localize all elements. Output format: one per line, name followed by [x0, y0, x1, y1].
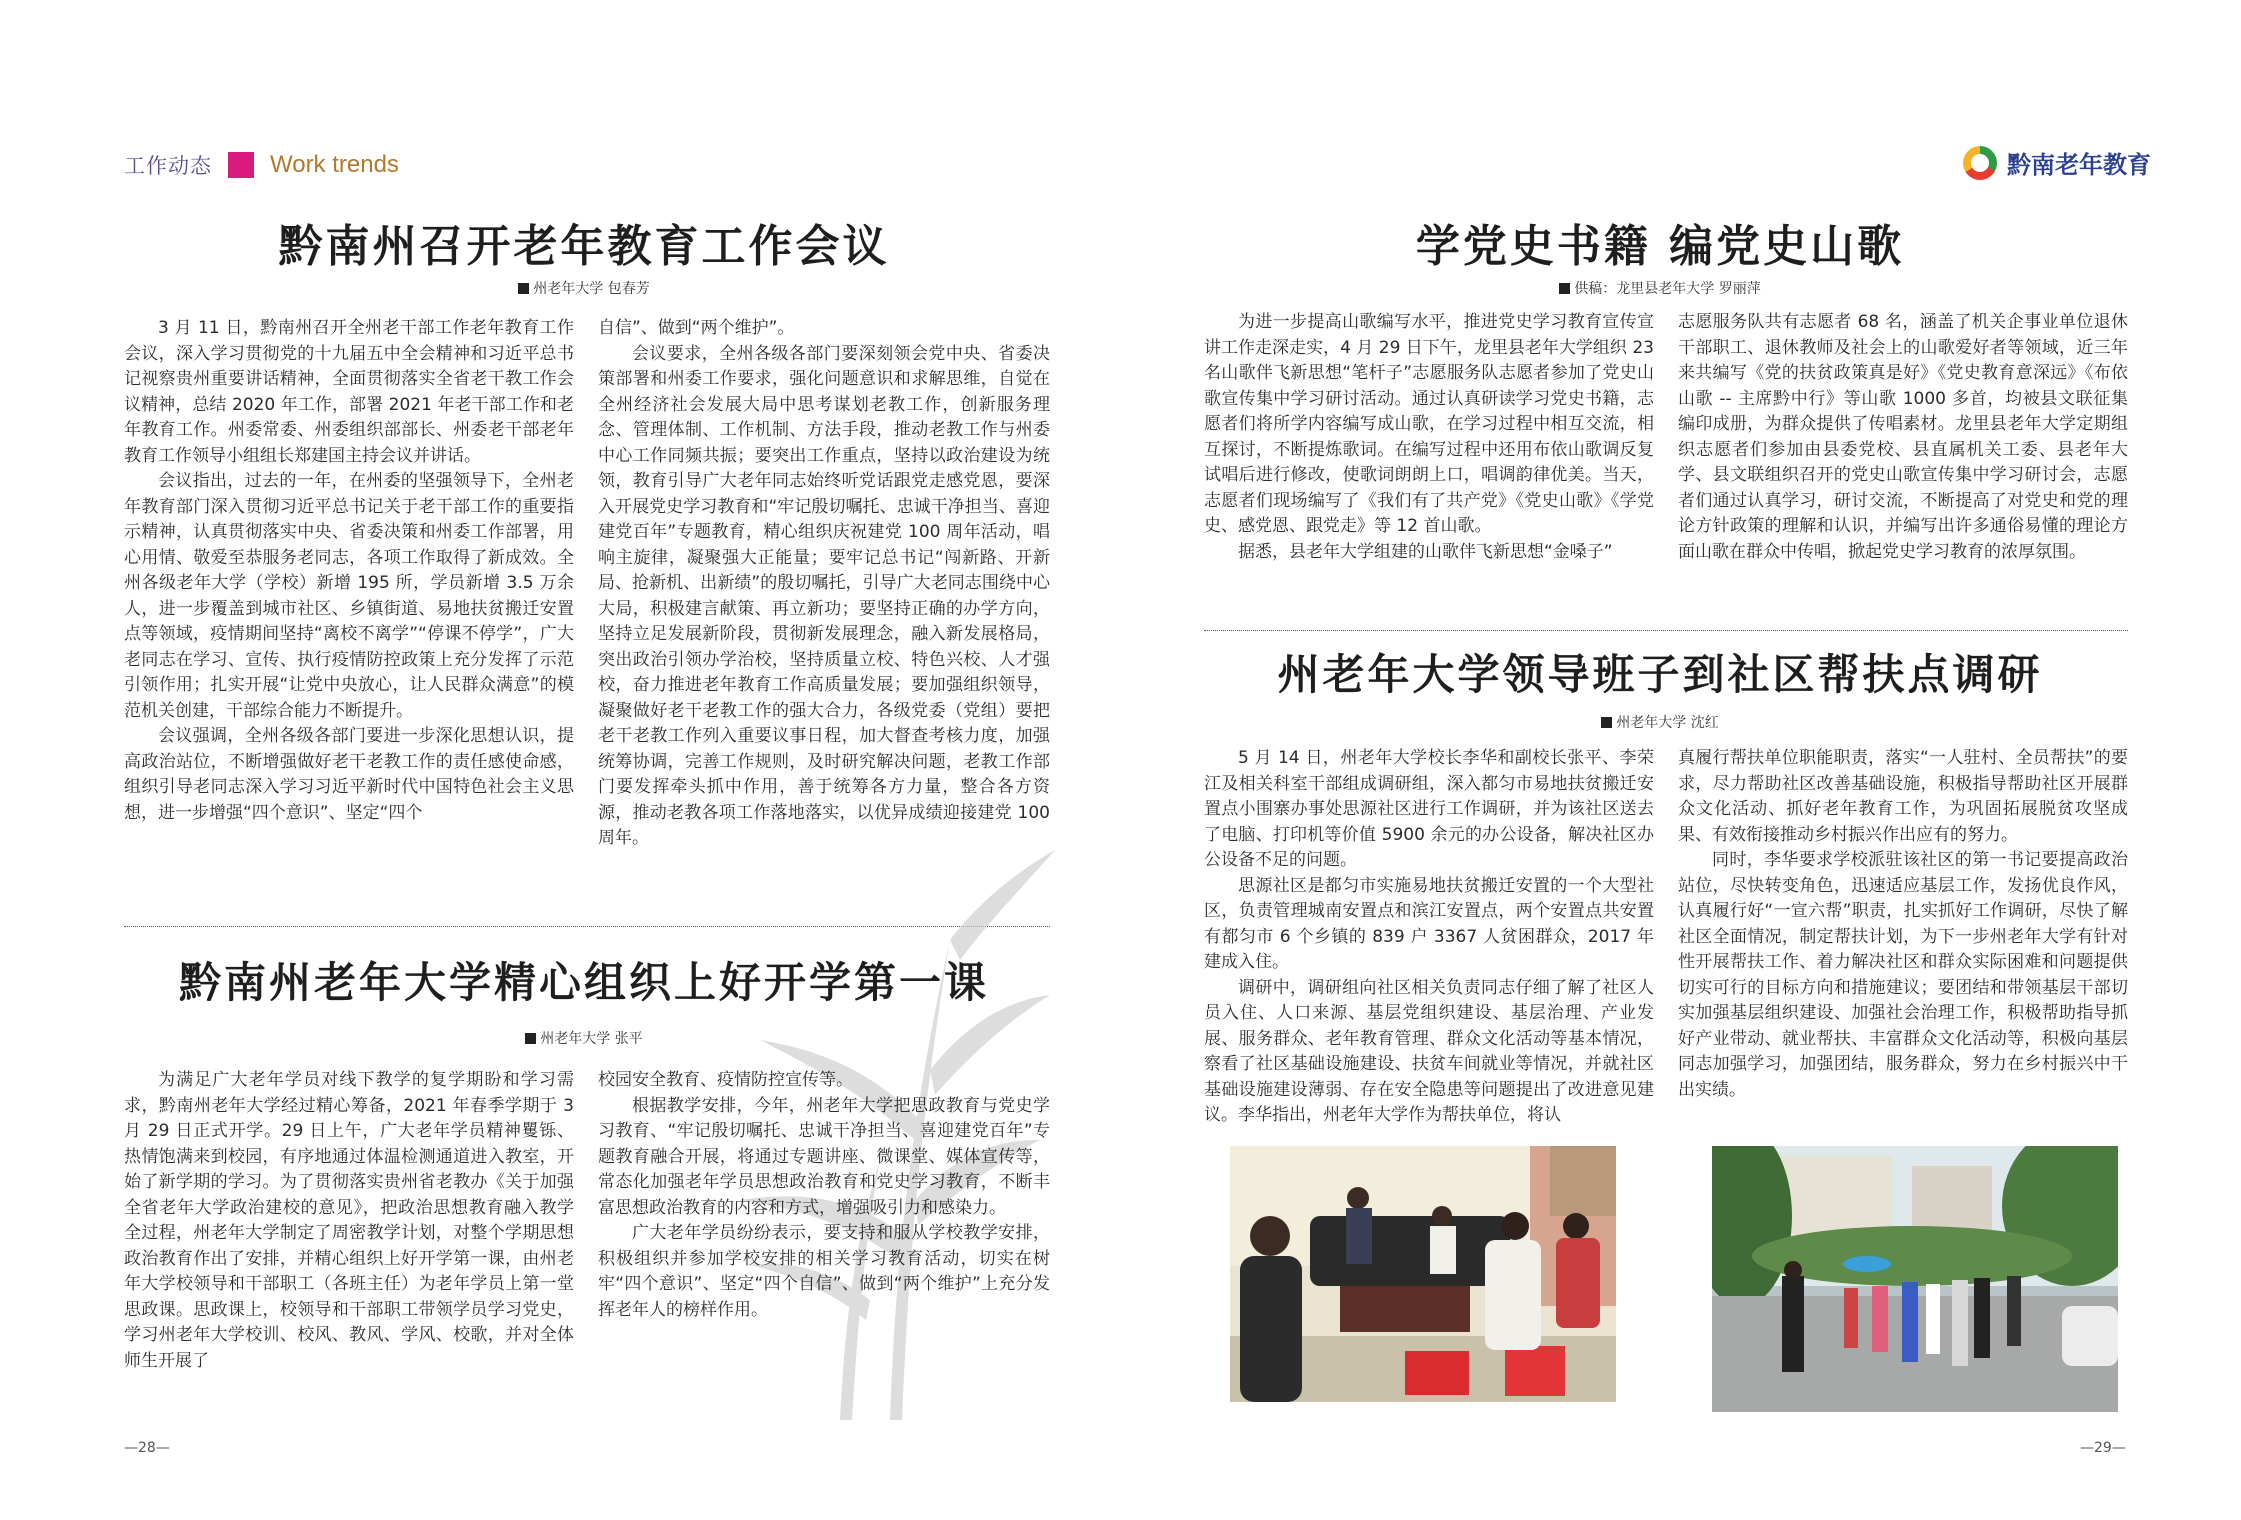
paragraph: 校园安全教育、疫情防控宣传等。 — [598, 1070, 853, 1090]
article-title: 学党史书籍 编党史山歌 — [1415, 221, 1905, 272]
paragraph: 会议指出，过去的一年，在州委的坚强领导下，全州老年教育部门深入贯彻习近平总书记关于老干部工作的重要指示精神，认真贯彻落实中央、省委决策和州委工作部署，用心用情、敬爱至恭服务老同志，各项工作取得了新成效。全州各级老年大学（学校）新增 195 所，学员新增 3.5 万余人，进一步覆盖到城市社区、乡镇街道、易地扶贫搬迁安置点等领域，疫情期间坚持“离校不离学”“停课不停学”，广大老同志在学习、宣传、执行疫情防控政策上充分发挥了示范引领作用；扎实开展“让党中央放心，让人民群众满意”的模范机关创建，干部综合能力不断提升。 — [124, 471, 574, 721]
paragraph: 调研中，调研组向社区相关负责同志仔细了解了社区人员入住、人口来源、基层党组织建设、基层治理、产业发展、服务群众、老年教育管理、群众文化活动等基本情况，察看了社区基础设施建设、扶贫车间就业等情况，并就社区基础设施建设薄弱、存在安全隐患等问题提出了改进意见建议。李华指出，州老年大学作为帮扶单位，将认 — [1204, 977, 1654, 1125]
paragraph: 同时，李华要求学校派驻该社区的第一书记要提高政治站位，尽快转变角色，迅速适应基层工作，发扬优良作风，认真履行好“一宣六帮”职责，扎实抓好工作调研，尽快了解社区全面情况，制定帮扶计划，为下一步州老年大学有针对性开展帮扶工作、着力解决社区和群众实际困难和问题提供切实可行的目标方向和措施建议；要团结和带领基层干部切实加强基层组织建设、加强社会治理工作，积极帮助指导抓好产业带动、就业帮扶、丰富群众文化活动等，积极向基层同志加强学习，加强团结，服务群众，努力在乡村振兴中干出实绩。 — [1678, 850, 2128, 1100]
brand-header — [1963, 145, 2151, 180]
article-column — [124, 1068, 574, 1374]
paragraph: 志愿服务队共有志愿者 68 名，涵盖了机关企事业单位退休干部职工、退休教师及社会上的山歌爱好者等领域，近三年来共编写《党的扶贫政策真是好》《党史教育意深远》《布依山歌 -- 主席黔中行》等山歌 1000 多首，均被县文联征集编印成册，为群众提供了传唱素材。龙里县老年大学定期组织志愿者们参加由县委党校、县直属机关工委、县老年大学、县文联组织召开的党史山歌宣传集中学习研讨会，志愿者们通过认真学习，研讨交流，不断提高了对党史和党的理论方针政策的理解和认识，并编写出许多通俗易懂的理论方面山歌在群众中传唱，掀起党史学习教育的浓厚氛围。 — [1678, 312, 2128, 562]
byline-text: 州老年大学 包春芳 — [533, 281, 650, 297]
byline-text: 供稿：龙里县老年大学 罗丽萍 — [1574, 281, 1761, 297]
paragraph: 根据教学安排，今年，州老年大学把思政教育与党史学习教育、“牢记殷切嘱托、忠诚干净担当、喜迎建党百年”专题教育融合开展，将通过专题讲座、微课堂、媒体宣传等，常态化加强老年学员思想政治教育和党史学习教育，不断丰富思想政治教育的内容和方式，增强吸引力和感染力。 — [598, 1095, 1050, 1218]
paragraph: 广大老年学员纷纷表示，要支持和服从学校教学安排，积极组织并参加学校安排的相关学习教育活动，切实在树牢“四个意识”、坚定“四个自信”、做到“两个维护”上充分发挥老年人的榜样作用。 — [598, 1223, 1050, 1320]
paragraph: 为进一步提高山歌编写水平，推进党史学习教育宣传宣讲工作走深走实，4 月 29 日下午，龙里县老年大学组织 23 名山歌伴飞新思想“笔杆子”志愿服务队志愿者参加了党史山歌宣传集中学习研讨活动。通过认真研读学习党史书籍，志愿者们将所学内容编写成山歌，在学习过程中相互交流，相互探讨，不断提炼歌词。在编写过程中还用布依山歌调反复试唱后进行修改，使歌词朗朗上口，唱调韵律优美。当天，志愿者们现场编写了《我们有了共产党》《党史山歌》《学党史、感党恩、跟党走》等 12 首山歌。 — [1204, 312, 1654, 536]
article-column — [124, 316, 574, 826]
paragraph: 自信”、做到“两个维护”。 — [598, 318, 795, 338]
page-number: —29— — [2080, 1440, 2126, 1456]
paragraph: 据悉，县老年大学组建的山歌伴飞新思想“金嗓子” — [1238, 541, 1613, 562]
byline-text: 州老年大学 沈红 — [1616, 715, 1719, 731]
byline-text: 州老年大学 张平 — [540, 1031, 643, 1047]
school-logo-icon — [1963, 146, 1997, 180]
header-square-icon — [228, 152, 254, 178]
article-title: 黔南州老年大学精心组织上好开学第一课 — [178, 958, 989, 1007]
article-title: 州老年大学领导班子到社区帮扶点调研 — [1277, 650, 2043, 699]
article-column — [1204, 310, 1654, 565]
article-column — [1678, 746, 2128, 1103]
article-byline — [1200, 278, 2120, 298]
section-header-en: Work trends — [270, 151, 399, 178]
byline-square-icon — [518, 283, 529, 294]
section-header — [124, 150, 399, 180]
brand-name: 黔南老年教育 — [2007, 151, 2151, 179]
paragraph: 思源社区是都匀市实施易地扶贫搬迁安置的一个大型社区，负责管理城南安置点和滨江安置点，两个安置点共安置有都匀市 6 个乡镇的 839 户 3367 人贫困群众，2017 年建成入住。 — [1204, 875, 1654, 972]
article-column — [598, 316, 1050, 852]
paragraph: 会议要求，全州各级各部门要深刻领会党中央、省委决策部署和州委工作要求，强化问题意识和求解思维，自觉在全州经济社会发展大局中思考谋划老教工作，创新服务理念、管理体制、工作机制、方法手段，推动老教工作与州委中心工作同频共振；要突出工作重点，坚持以政治建设为统领，教育引导广大老年同志始终听党话跟党走感党恩，要深入开展党史学习教育和“牢记殷切嘱托、忠诚干净担当、喜迎建党百年”专题教育，精心组织庆祝建党 100 周年活动，唱响主旋律，凝聚强大正能量；要牢记总书记“闯新路、开新局、抢新机、出新绩”的殷切嘱托，引导广大老同志围绕中心大局，积极建言献策、再立新功；要坚持正确的办学方向，坚持立足发展新阶段，贯彻新发展理念，融入新发展格局，突出政治引领办学治校，坚持质量立校、特色兴校、人才强校，奋力推进老年教育工作高质量发展；要加强组织领导，凝聚做好老干老教工作的强大合力，各级党委（党组）要把老干老教工作列入重要议事日程，加大督查考核力度，加强统筹协调，完善工作规则，及时研究解决问题，老教工作部门要发挥牵头抓中作用，善于统筹各方力量，整合各方资源，推动老教各项工作落地落实，以优异成绩迎接建党 100 周年。 — [598, 343, 1050, 848]
article-column — [1678, 310, 2128, 565]
paragraph: 为满足广大老年学员对线下教学的复学期盼和学习需求，黔南州老年大学经过精心筹备，2021 年春季学期于 3 月 29 日正式开学。29 日上午，广大老年学员精神矍铄、热情饱满来到校园，有序地通过体温检测通道进入教室，开始了新学期的学习。为了贯彻落实贵州省老教办《关于加强全省老年大学政治建校的意见》，把政治思想教育融入教学全过程，州老年大学制定了周密教学计划，对整个学期思想政治教育作出了安排，并精心组织上好开学第一课，由州老年大学校领导和干部职工（各班主任）为老年学员上第一堂思政课。思政课上，校领导和干部职工带领学员学习党史，学习州老年大学校训、校风、教风、学风、校歌，并对全体师生开展了 — [124, 1070, 574, 1371]
section-header-cn: 工作动态 — [124, 154, 212, 178]
left-page — [0, 0, 1120, 1520]
community-walk-photo — [1712, 1146, 2118, 1412]
meeting-photo — [1230, 1146, 1616, 1402]
byline-square-icon — [1559, 283, 1570, 294]
article-byline — [1200, 712, 2120, 732]
article-byline — [124, 278, 1044, 298]
paragraph: 会议强调，全州各级各部门要进一步深化思想认识，提高政治站位，不断增强做好老干老教工作的责任感使命感，组织引导老同志深入学习习近平新时代中国特色社会主义思想，进一步增强“四个意识”、坚定“四个 — [124, 726, 574, 823]
byline-square-icon — [1601, 717, 1612, 728]
article-column — [1204, 746, 1654, 1129]
byline-square-icon — [525, 1033, 536, 1044]
dotted-divider — [1204, 630, 2128, 631]
paragraph: 真履行帮扶单位职能职责，落实“一人驻村、全员帮扶”的要求，尽力帮助社区改善基础设施，积极指导帮助社区开展群众文化活动、抓好老年教育工作，为巩固拓展脱贫攻坚成果、有效衔接推动乡村振兴作出应有的努力。 — [1678, 748, 2128, 845]
paragraph: 3 月 11 日，黔南州召开全州老干部工作老年教育工作会议，深入学习贯彻党的十九届五中全会精神和习近平总书记视察贵州重要讲话精神，全面贯彻落实全省老干教工作会议精神，总结 2020 年工作，部署 2021 年老干部工作和老年教育工作。州委常委、州委组织部部长、州委老干部老年教育工作领导小组组长郑建国主持会议并讲话。 — [124, 318, 574, 466]
paragraph: 5 月 14 日，州老年大学校长李华和副校长张平、李荣江及相关科室干部组成调研组，深入都匀市易地扶贫搬迁安置点小围寨办事处思源社区进行工作调研，并为该社区送去了电脑、打印机等价值 5900 余元的办公设备，解决社区办公设备不足的问题。 — [1204, 748, 1654, 870]
article-title: 黔南州召开老年教育工作会议 — [278, 221, 890, 272]
article-column — [598, 1068, 1050, 1323]
right-page — [1120, 0, 2241, 1520]
page-number: —28— — [124, 1440, 170, 1456]
